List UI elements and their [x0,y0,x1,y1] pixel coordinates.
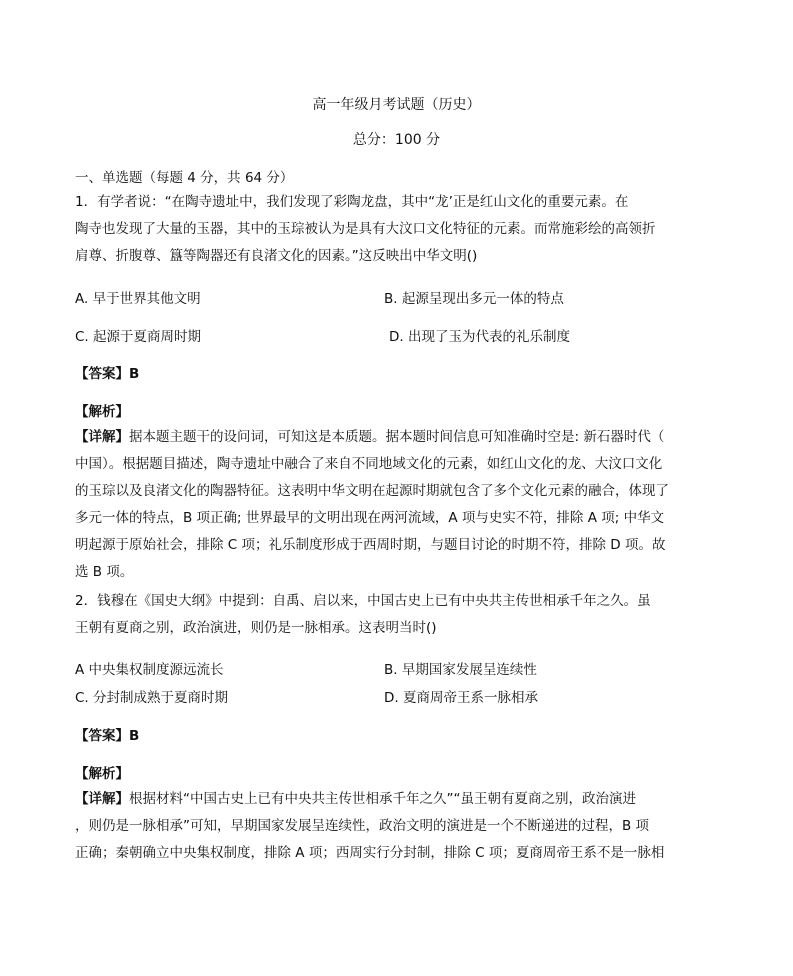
question-1-detail-line: 选 B 项。 [75,564,134,580]
question-1-detail-line: 多元一体的特点，B 项正确; 世界最早的文明出现在两河流域，A 项与史实不符，排除 A 项; 中华文 [75,510,665,526]
question-1-detail [75,424,685,586]
question-2-detail [75,786,685,867]
question-1-analysis-label: 【解析】 [75,404,129,420]
question-1-detail-line: 中国）。根据题目描述，陶寺遗址中融合了来自不同地域文化的元素，如红山文化的龙、大汶口文化 [75,456,663,472]
detail-text: 据本题主题干的设问词，可知这是本质题。据本题时间信息可知准确时空是: 新石器时代（ [129,429,665,445]
question-2-option-a[interactable]: A 中央集权制度源远流长 [75,662,224,678]
question-1-stem [75,189,675,270]
question-1-answer: 【答案】B [75,366,140,382]
detail-label: 【详解】 [75,429,129,445]
question-1-detail-line: 的玉琮以及良渚文化的陶器特征。这表明中华文明在起源时期就包含了多个文化元素的融合，体现了 [75,483,669,499]
section-heading: 一、单选题（每题 4 分，共 64 分） [75,170,294,186]
question-1-option-c[interactable]: C. 起源于夏商周时期 [75,329,202,345]
question-2-option-c[interactable]: C. 分封制成熟于夏商时期 [75,690,229,706]
question-1-line: 肩尊、折腹尊、簋等陶器还有良渚文化的因素。”这反映出中华文明() [75,248,478,264]
question-2-detail-line: ，则仍是一脉相承”可知，早期国家发展呈连续性，政治文明的演进是一个不断递进的过程，B 项 [75,818,650,834]
question-2-line: 王朝有夏商之别，政治演进，则仍是一脉相承。这表明当时() [75,620,437,636]
question-1-line: 陶寺也发现了大量的玉器，其中的玉琮被认为是具有大汶口文化特征的元素。而常施彩绘的高领折 [75,221,656,237]
total-score: 总分：100 分 [352,132,441,148]
question-1-detail-line: 明起源于原始社会，排除 C 项；礼乐制度形成于西周时期，与题目讨论的时期不符，排除 D 项。故 [75,537,666,553]
question-1-detail-line [75,424,685,451]
question-2-line: 2．钱穆在《国史大纲》中提到：自禹、启以来，中国古史上已有中央共主传世相承千年之久。虽 [75,593,651,609]
question-1-option-a[interactable]: A. 早于世界其他文明 [75,291,201,307]
question-2-option-d[interactable]: D. 夏商周帝王系一脉相承 [384,690,538,706]
detail-text: 根据材料“中国古史上已有中央共主传世相承千年之久”“虽王朝有夏商之别，政治演进 [129,791,636,807]
question-2-analysis-label: 【解析】 [75,766,129,782]
question-1-option-b[interactable]: B. 起源呈现出多元一体的特点 [384,291,564,307]
question-1-option-d[interactable]: D. 出现了玉为代表的礼乐制度 [389,329,570,345]
question-2-detail-line [75,786,685,813]
question-2-answer: 【答案】B [75,728,140,744]
question-2-detail-line: 正确；秦朝确立中央集权制度，排除 A 项；西周实行分封制，排除 C 项；夏商周帝王系不是一脉相 [75,845,665,861]
question-1-line: 1．有学者说：“在陶寺遗址中，我们发现了彩陶龙盘，其中“龙’正是红山文化的重要元素。在 [75,194,629,210]
question-2-stem [75,588,675,642]
detail-label: 【详解】 [75,791,129,807]
page-title: 高一年级月考试题（历史） [312,97,481,113]
question-2-option-b[interactable]: B. 早期国家发展呈连续性 [384,662,537,678]
